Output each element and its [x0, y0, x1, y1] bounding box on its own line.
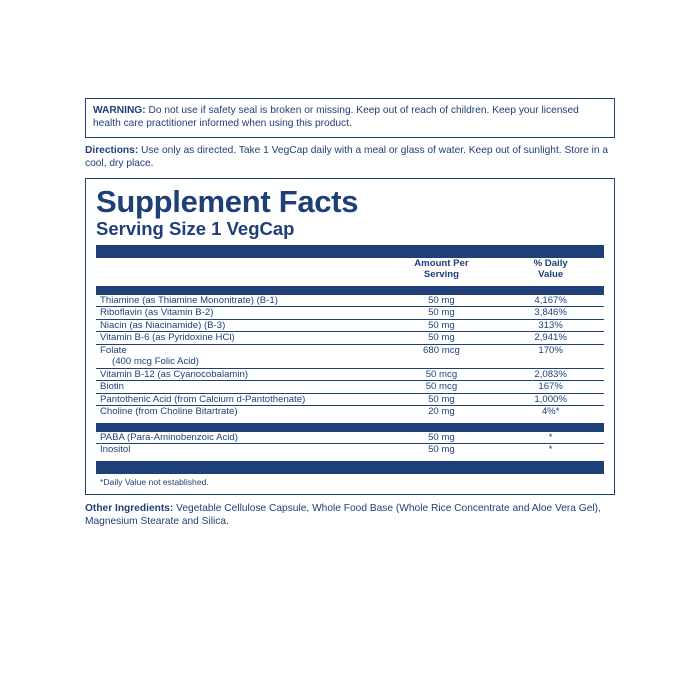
nutrient-name: PABA (Para-Aminobenzoic Acid) — [100, 431, 238, 443]
header-bar-bottom — [96, 286, 604, 295]
nutrient-name: Inositol — [96, 444, 386, 456]
daily-value-footnote: *Daily Value not established. — [100, 476, 209, 487]
nutrient-dv: 4,167% — [534, 294, 567, 306]
nutrient-amount: 680 mcg — [386, 344, 498, 356]
nutrient-amount: 50 mg — [428, 294, 455, 306]
table-row — [96, 432, 604, 444]
nutrient-dv: 2,941% — [497, 332, 604, 345]
mid-separator-bar — [96, 423, 604, 432]
warning-text — [93, 104, 607, 131]
nutrient-name: Vitamin B-6 (as Pyridoxine HCl) — [96, 332, 386, 345]
table-row — [96, 319, 604, 332]
header-amount-line2: Serving — [423, 269, 460, 281]
directions-label: Directions: — [85, 144, 139, 156]
nutrient-amount: 50 mg — [386, 332, 498, 345]
nutrient-dv — [497, 356, 604, 368]
facts-header-row — [96, 258, 604, 281]
nutrient-amount: 50 mcg — [386, 381, 498, 394]
supplement-facts-panel — [85, 178, 615, 495]
table-row — [96, 344, 604, 356]
header-daily-value — [497, 258, 604, 281]
nutrient-table-secondary — [96, 432, 604, 456]
facts-header-table — [96, 258, 604, 281]
nutrient-name: Vitamin B-12 (as Cyanocobalamin) — [96, 368, 386, 381]
table-row — [96, 368, 604, 381]
nutrient-amount: 50 mg — [386, 444, 498, 456]
table-row — [96, 307, 604, 320]
supplement-facts-title: Supplement Facts — [96, 183, 359, 219]
nutrient-dv: 1,000% — [497, 393, 604, 406]
nutrient-dv: 4%* — [497, 406, 604, 418]
header-dv-line2: Value — [538, 269, 564, 281]
nutrient-table — [96, 295, 604, 418]
label-area — [85, 98, 615, 528]
header-blank — [96, 258, 386, 281]
nutrient-dv: * — [548, 431, 553, 443]
nutrient-dv: 313% — [497, 319, 604, 332]
directions-body: Use only as directed. Take 1 VegCap daily with a meal or glass of water. Keep out of sunlight. Store in a cool, dry place. — [85, 144, 609, 170]
table-row-sub — [96, 356, 604, 368]
other-ingredients-body: Vegetable Cellulose Capsule, Whole Food Base (Whole Rice Concentrate and Aloe Vera Gel), Magnesium Stearate and Silica. — [85, 502, 601, 528]
nutrient-name: Folate — [96, 344, 386, 356]
supplement-facts-inner — [86, 179, 614, 494]
nutrient-name: Choline (from Choline Bitartrate) — [96, 406, 386, 418]
warning-body: Do not use if safety seal is broken or missing. Keep out of reach of children. Keep your licensed health care practitioner informed when using this product. — [93, 105, 579, 130]
serving-size: Serving Size 1 VegCap — [96, 217, 295, 239]
directions-text — [85, 144, 615, 171]
nutrient-amount — [386, 356, 498, 368]
nutrient-amount: 20 mg — [386, 406, 498, 418]
header-amount-line1: Amount Per — [414, 257, 469, 269]
table-row — [96, 332, 604, 345]
header-amount-per-serving — [386, 258, 498, 281]
nutrient-dv: 3,846% — [497, 307, 604, 320]
nutrient-amount: 50 mg — [386, 307, 498, 320]
nutrient-dv: * — [497, 444, 604, 456]
nutrient-name: (400 mcg Folic Acid) — [112, 356, 199, 368]
nutrient-dv: 170% — [497, 344, 604, 356]
table-row — [96, 295, 604, 307]
table-row — [96, 444, 604, 456]
other-ingredients-label: Other Ingredients: — [85, 502, 174, 514]
warning-label: WARNING: — [93, 105, 146, 116]
nutrient-name: Biotin — [96, 381, 386, 394]
nutrient-name: Pantothenic Acid (from Calcium d-Pantothenate) — [96, 393, 386, 406]
nutrient-dv: 167% — [497, 381, 604, 394]
nutrient-amount: 50 mg — [428, 431, 455, 443]
table-row — [96, 406, 604, 418]
table-row — [96, 393, 604, 406]
header-bar-top — [96, 245, 604, 258]
nutrient-name: Thiamine (as Thiamine Mononitrate) (B-1) — [100, 294, 278, 306]
nutrient-name: Riboflavin (as Vitamin B-2) — [96, 307, 386, 320]
nutrient-amount: 50 mcg — [386, 368, 498, 381]
warning-box — [85, 98, 615, 138]
nutrient-dv: 2,083% — [497, 368, 604, 381]
nutrient-amount: 50 mg — [386, 393, 498, 406]
nutrient-amount: 50 mg — [386, 319, 498, 332]
table-row — [96, 381, 604, 394]
bottom-bar — [96, 461, 604, 474]
header-dv-line1: % Daily — [533, 257, 568, 269]
other-ingredients-text — [85, 502, 615, 529]
nutrient-name: Niacin (as Niacinamide) (B-3) — [96, 319, 386, 332]
